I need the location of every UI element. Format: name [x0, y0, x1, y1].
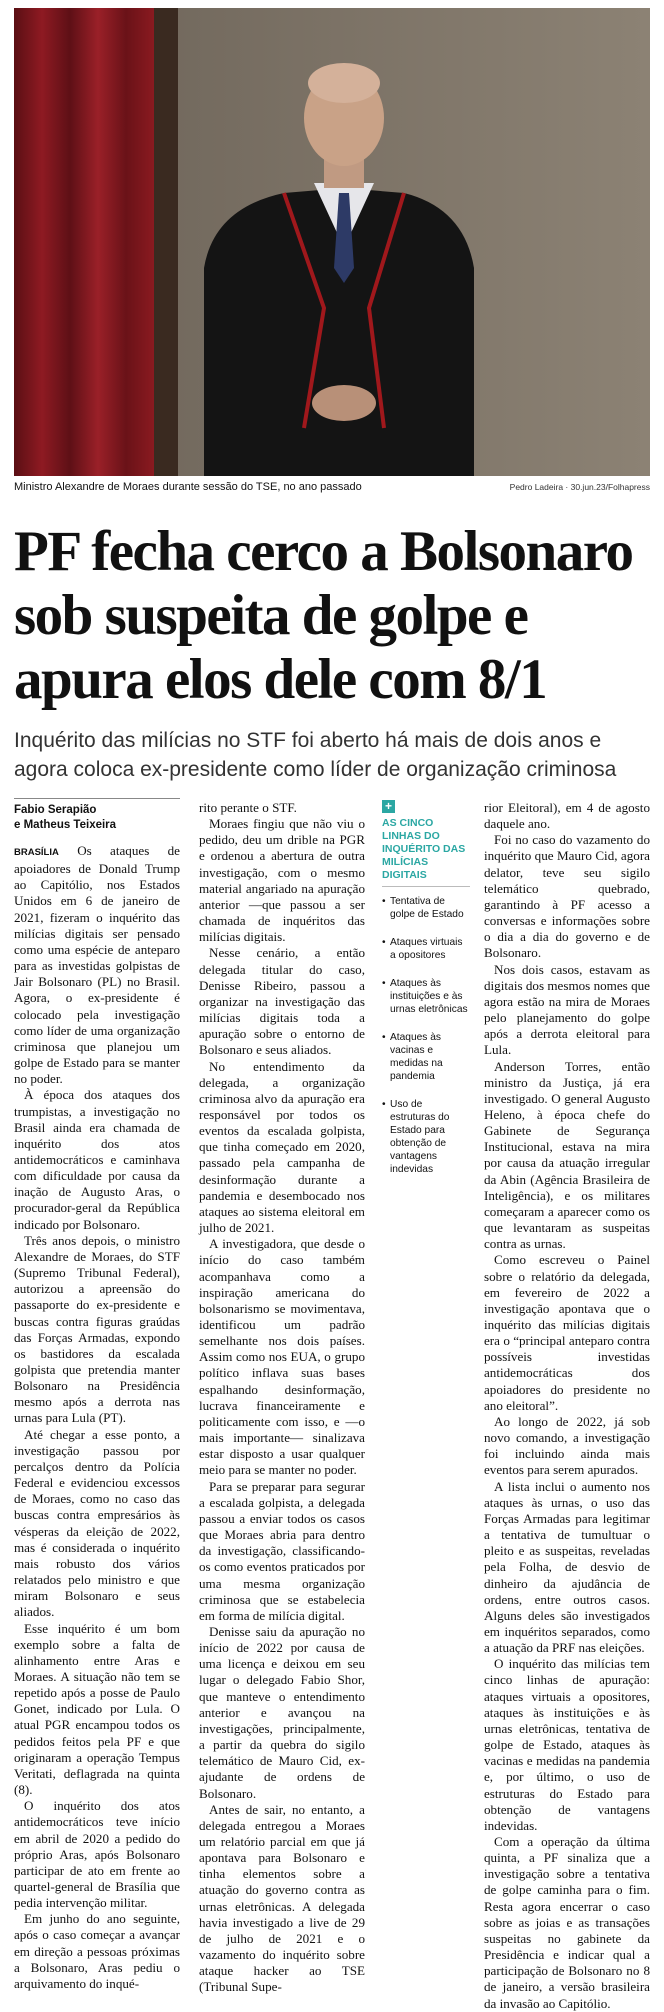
article-paragraph: Anderson Torres, então ministro da Justiça, já era investigado. O general Augusto Heleno, à época chefe do Gabinete de Segurança Institucional, estava na mira por causa da atuação irregular da Abin (Agência Brasileira de Inteligência), e os militares começaram a aparecer como os que levantaram as suspeitas contra as urnas. — [484, 1058, 650, 1252]
article-paragraph: Como escreveu o Painel sobre o relatório da delegada, em fevereiro de 2022 a investigação apontava que o inquérito das milícias digitais era o “principal anteparo contra possíveis investidas antidemocráticas dos apoiadores do presidente no ano eleitoral”. — [484, 1252, 650, 1413]
article-paragraph: Três anos depois, o ministro Alexandre de Moraes, do STF (Supremo Tribunal Federal), autorizou a apreensão do passaporte do ex-presidente e buscas contra figuras graúdas das Forças Armadas, expondo os bastidores da escalada golpista que pretendia manter Bolsonaro na Presidência mesmo após a derrota nas urnas para Lula (PT). — [14, 1232, 180, 1426]
paragraph-text: Os ataques de apoiadores de Donald Trump ao Capitólio, nos Estados Unidos em 6 de janeiro de 2021, fizeram o inquérito das milícias digitais ser pensado como uma espécie de anteparo para as investidas golpistas de Jair Bolsonaro (PL) no Brasil. Agora, o ex-presidente é colocado pela investigação como líder de uma organização criminosa que planejou um golpe de Estado para se manter no poder. — [14, 843, 180, 1087]
article-paragraph: Nos dois casos, estavam as digitais dos mesmos nomes que agora estão na mira de Moraes pelo planejamento do golpe após a derrota eleitoral para Lula. — [484, 961, 650, 1058]
sidebar-list — [382, 895, 470, 1176]
photo-credit: Pedro Ladeira · 30.jun.23/Folhapress — [509, 482, 650, 492]
sidebar-list-item: • Ataques às vacinas e medidas na pandemia — [382, 1031, 470, 1083]
byline-rule — [14, 798, 180, 799]
article-paragraph: rito perante o STF. — [199, 800, 297, 815]
sidebar-list-item: • Ataques virtuais a opositores — [382, 936, 470, 962]
article-paragraph: Moraes fingiu que não viu o pedido, deu um drible na PGR e ordenou a abertura de outra investigação, com o mesmo material angariado na apuração anterior —que passou a ser chamada de inquéritos das milícias digitais. — [199, 816, 365, 945]
photo-caption — [14, 480, 650, 496]
article-column-1 — [14, 843, 180, 1992]
byline — [14, 803, 180, 833]
sidebar-title: AS CINCO LINHAS DO INQUÉRITO DAS MILÍCIAS DIGITAIS — [382, 817, 466, 881]
author-name: e Matheus Teixeira — [14, 819, 117, 831]
caption-text: Ministro Alexandre de Moraes durante sessão do TSE, no ano passado — [14, 481, 362, 493]
sidebar-box — [382, 800, 470, 1191]
article-paragraph — [14, 843, 180, 1087]
article-paragraph: À época dos ataques dos trumpistas, a investigação no Brasil ainda era chamada de inquérito dos atos antidemocráticos e caminhava com dificuldade por causa da inação de Augusto Aras, o procurador-geral da República indicado por Bolsonaro. — [14, 1087, 180, 1232]
plus-icon: + — [382, 800, 395, 813]
article-paragraph: Antes de sair, no entanto, a delegada entregou a Moraes um relatório parcial em que já apontava para Bolsonaro e tinha elementos sobre a atuação do governo contra as urnas eletrônicas. A delegada havia investigado a live de 29 de julho de 2021 e o vazamento do inquérito sobre ataque hacker ao TSE (Tribunal Supe- — [199, 1801, 365, 1995]
article-column-4 — [484, 800, 650, 2012]
article-paragraph: A lista inclui o aumento nos ataques às urnas, o uso das Forças Armadas para legitimar a tentativa de tumultuar o pleito e as suspeitas, reveladas pela Folha, de desvio de dinheiro da ajudância de ordens, entre outros casos. Alguns deles são investigados em inquéritos separados, como a atuação da PRF nas eleições. — [484, 1478, 650, 1656]
sidebar-list-item: • Ataques às instituições e às urnas eletrônicas — [382, 977, 470, 1016]
article-paragraph: Para se preparar para segurar a escalada golpista, a delegada passou a enviar todos os casos que Moraes abria para dentro da investigação, classificando-os como eventos praticados por uma mesma organização criminosa que se estabelecia em forma de milícia digital. — [199, 1478, 365, 1623]
article-paragraph: Denisse saiu da apuração no início de 2022 por causa de uma licença e deixou em seu lugar o delegado Fabio Shor, que manteve o entendimento anterior e avançou na investigações, principalmente, a partir da quebra do sigilo telemático de Mauro Cid, ex-ajudante de ordens de Bolsonaro. — [199, 1623, 365, 1801]
subheadline: Inquérito das milícias no STF foi aberto há mais de dois anos e agora coloca ex-presidente como líder de organização criminosa — [14, 729, 617, 781]
article-paragraph: Foi no caso do vazamento do inquérito que Mauro Cid, agora delator, teve seu sigilo telemático quebrado, garantindo à PF acesso a conversas e informações sobre o dia a dia do governo e de Bolsonaro. — [484, 832, 650, 961]
article-paragraph: rior Eleitoral), em 4 de agosto daquele ano. — [484, 800, 650, 832]
sidebar-list-item: • Tentativa de golpe de Estado — [382, 895, 470, 921]
author-name: Fabio Serapião — [14, 804, 97, 816]
article-paragraph: O inquérito das milícias tem cinco linhas de apuração: ataques virtuais a opositores, ataques às instituições e às urnas eletrônicas, tentativa de golpe de Estado, ataques às vacinas e medidas na pandemia e, por último, o uso de estruturas do Estado para obtenção de vantagens indevidas. — [484, 1656, 650, 1833]
article-column-2 — [199, 800, 365, 1996]
headline-line: PF fecha cerco a Bolsonaro — [14, 520, 633, 583]
article-paragraph: No entendimento da delegada, a organização criminosa alvo da apuração era responsável por todos os eventos da escalada golpista, que tinha começado em 2020, passado pela campanha de desinformação durante a pandemia e desembocado nos ataques ao sistema eleitoral em julho de 2021. — [199, 1058, 365, 1236]
article-paragraph: O inquérito dos atos antidemocráticos teve início em abril de 2020 a pedido do próprio Aras, após Bolsonaro participar de ato em frente ao quartel-general de Brasília que pedia intervenção militar. — [14, 1798, 180, 1911]
article-paragraph: Ao longo de 2022, já sob novo comando, a investigação foi incluindo ainda mais eventos para serem apurados. — [484, 1413, 650, 1478]
article-paragraph: Com a operação da última quinta, a PF sinaliza que a investigação sobre a tentativa de golpe caminha para o fim. Resta agora encerrar o caso sobre as joias e as transações suspeitas no gabinete da Presidência e indicar qual a participação de Bolsonaro no 8 de janeiro, a versão brasileira da invasão ao Capitólio. — [484, 1834, 650, 2011]
sidebar-list-item: • Uso de estruturas do Estado para obtenção de vantagens indevidas — [382, 1098, 470, 1176]
article-paragraph: Nesse cenário, a então delegada titular do caso, Denisse Ribeiro, passou a organizar na investigação das milícias digitais toda a apuração sobre o entorno de Bolsonaro e seus aliados. — [199, 945, 365, 1058]
article-paragraph: A investigadora, que desde o início do caso também acompanhava como a inspiração americana do bolsonarismo se movimentava, identificou um padrão semelhante nos dois países. Assim como nos EUA, o grupo político inflava suas bases espalhando desinformação, lucrava financeiramente e politicamente com isso, e —o mais importante— sinalizava estar disposto a usar qualquer meio para se manter no poder. — [199, 1236, 365, 1478]
dateline: BRASÍLIA — [14, 847, 59, 858]
news-photo — [14, 8, 650, 476]
article-paragraph: Em junho do ano seguinte, após o caso começar a avançar em direção a pessoas próximas a Bolsonaro, Aras pediu o arquivamento do inqué- — [14, 1911, 180, 1991]
headline-line: apura elos dele com 8/1 — [14, 648, 547, 711]
article-paragraph: Esse inquérito é um bom exemplo sobre a falta de alinhamento entre Aras e Moraes. A situação não tem se repetido após a posse de Paulo Gonet, indicado por Lula. O atual PGR encampou todos os pedidos feitos pela PF e que originaram a operação Tempus Veritati, deflagrada na quinta (8). — [14, 1620, 180, 1798]
sidebar-rule — [382, 886, 470, 887]
headline-line: sob suspeita de golpe e — [14, 584, 528, 647]
photo-illustration — [14, 8, 650, 476]
headline — [14, 520, 654, 712]
article-paragraph: Até chegar a esse ponto, a investigação passou por percalços dentro da Polícia Federal e evidenciou excessos de Moraes, como no caso das buscas contra empresários às vésperas da eleição de 2022, mas é considerada o inquérito mais robusto dos vários relatados pelo ministro e que miram Bolsonaro e seus aliados. — [14, 1426, 180, 1620]
